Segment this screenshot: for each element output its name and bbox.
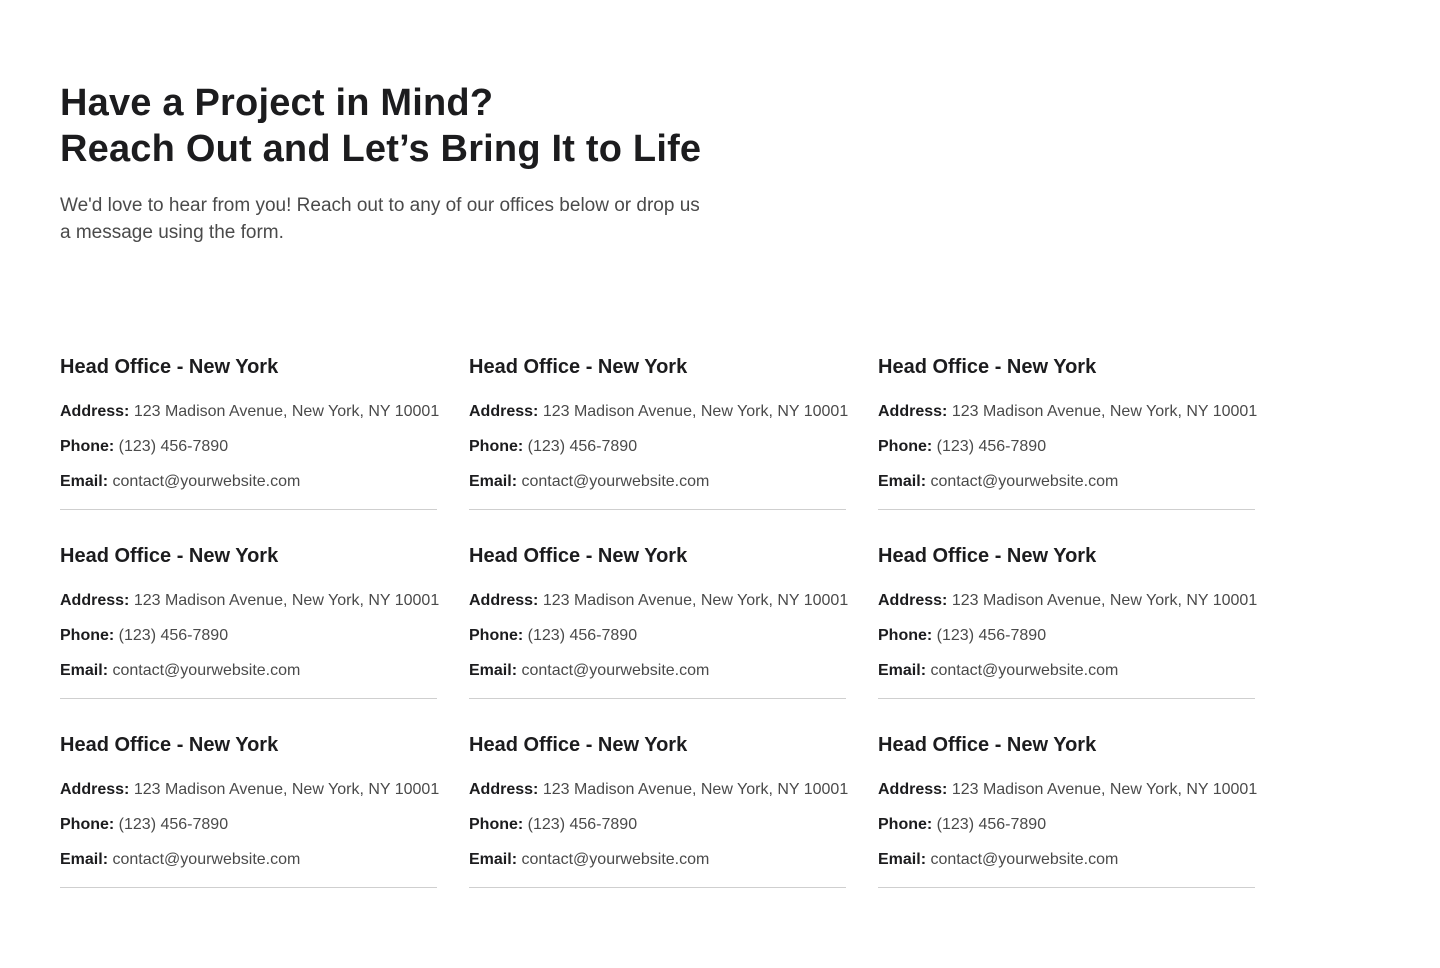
phone-value[interactable]: (123) 456-7890 bbox=[936, 438, 1047, 455]
office-title: Head Office - New York bbox=[469, 734, 688, 756]
address-value: 123 Madison Avenue, New York, NY 10001 bbox=[951, 781, 1258, 798]
phone-label: Phone: bbox=[469, 627, 524, 644]
address-label: Address: bbox=[878, 592, 948, 609]
office-phone bbox=[60, 815, 437, 835]
phone-label: Phone: bbox=[60, 438, 115, 455]
office-address bbox=[878, 780, 1258, 800]
email-value[interactable]: contact@yourwebsite.com bbox=[930, 851, 1119, 868]
office-address bbox=[60, 780, 440, 800]
office-divider bbox=[878, 698, 1255, 699]
address-label: Address: bbox=[60, 403, 130, 420]
office-phone bbox=[469, 815, 846, 835]
email-value[interactable]: contact@yourwebsite.com bbox=[930, 662, 1119, 679]
address-value: 123 Madison Avenue, New York, NY 10001 bbox=[951, 592, 1258, 609]
email-label: Email: bbox=[469, 851, 518, 868]
phone-label: Phone: bbox=[469, 438, 524, 455]
office-phone bbox=[60, 626, 437, 646]
office-card bbox=[60, 730, 440, 919]
email-value[interactable]: contact@yourwebsite.com bbox=[930, 473, 1119, 490]
page-title-line-1: Have a Project in Mind? bbox=[60, 82, 494, 124]
office-card bbox=[878, 730, 1258, 919]
email-value[interactable]: contact@yourwebsite.com bbox=[521, 662, 710, 679]
email-value[interactable]: contact@yourwebsite.com bbox=[112, 662, 301, 679]
address-value: 123 Madison Avenue, New York, NY 10001 bbox=[542, 592, 849, 609]
address-value: 123 Madison Avenue, New York, NY 10001 bbox=[133, 592, 440, 609]
email-label: Email: bbox=[60, 473, 109, 490]
office-title: Head Office - New York bbox=[878, 356, 1097, 378]
phone-label: Phone: bbox=[60, 816, 115, 833]
address-value: 123 Madison Avenue, New York, NY 10001 bbox=[542, 781, 849, 798]
office-address bbox=[60, 402, 440, 422]
contact-hero bbox=[60, 80, 760, 246]
office-email bbox=[469, 661, 846, 681]
office-email bbox=[878, 661, 1255, 681]
office-card bbox=[469, 541, 849, 730]
office-card bbox=[878, 352, 1258, 541]
office-title: Head Office - New York bbox=[60, 356, 279, 378]
office-phone bbox=[469, 437, 846, 457]
office-address bbox=[878, 591, 1258, 611]
phone-value[interactable]: (123) 456-7890 bbox=[527, 816, 638, 833]
address-value: 123 Madison Avenue, New York, NY 10001 bbox=[133, 403, 440, 420]
email-label: Email: bbox=[878, 662, 927, 679]
address-value: 123 Madison Avenue, New York, NY 10001 bbox=[542, 403, 849, 420]
office-card bbox=[60, 541, 440, 730]
office-card bbox=[60, 352, 440, 541]
office-email bbox=[60, 472, 437, 492]
office-email bbox=[469, 472, 846, 492]
page-title bbox=[60, 80, 760, 172]
office-title: Head Office - New York bbox=[469, 356, 688, 378]
offices-grid bbox=[60, 352, 1258, 919]
email-value[interactable]: contact@yourwebsite.com bbox=[521, 473, 710, 490]
address-label: Address: bbox=[878, 781, 948, 798]
office-divider bbox=[878, 509, 1255, 510]
phone-label: Phone: bbox=[878, 438, 933, 455]
office-divider bbox=[469, 698, 846, 699]
email-label: Email: bbox=[878, 851, 927, 868]
office-card bbox=[469, 352, 849, 541]
office-card bbox=[878, 541, 1258, 730]
office-phone bbox=[878, 626, 1255, 646]
office-phone bbox=[878, 815, 1255, 835]
page-title-line-2: Reach Out and Let’s Bring It to Life bbox=[60, 128, 702, 170]
office-title: Head Office - New York bbox=[60, 734, 279, 756]
email-label: Email: bbox=[60, 662, 109, 679]
page-subtitle: We'd love to hear from you! Reach out to any of our offices below or drop us a message using the form. bbox=[60, 195, 700, 243]
office-address bbox=[469, 402, 849, 422]
office-title: Head Office - New York bbox=[60, 545, 279, 567]
email-label: Email: bbox=[469, 473, 518, 490]
office-title: Head Office - New York bbox=[469, 545, 688, 567]
office-divider bbox=[60, 698, 437, 699]
email-value[interactable]: contact@yourwebsite.com bbox=[112, 473, 301, 490]
phone-label: Phone: bbox=[60, 627, 115, 644]
email-label: Email: bbox=[469, 662, 518, 679]
office-address bbox=[878, 402, 1258, 422]
office-title: Head Office - New York bbox=[878, 734, 1097, 756]
phone-value[interactable]: (123) 456-7890 bbox=[936, 627, 1047, 644]
office-address bbox=[469, 591, 849, 611]
office-email bbox=[60, 661, 437, 681]
office-divider bbox=[878, 887, 1255, 888]
address-label: Address: bbox=[60, 592, 130, 609]
address-label: Address: bbox=[469, 781, 539, 798]
email-value[interactable]: contact@yourwebsite.com bbox=[112, 851, 301, 868]
phone-value[interactable]: (123) 456-7890 bbox=[527, 627, 638, 644]
phone-label: Phone: bbox=[878, 627, 933, 644]
office-phone bbox=[60, 437, 437, 457]
address-label: Address: bbox=[469, 403, 539, 420]
email-label: Email: bbox=[878, 473, 927, 490]
office-email bbox=[878, 472, 1255, 492]
office-phone bbox=[878, 437, 1255, 457]
office-address bbox=[60, 591, 440, 611]
office-address bbox=[469, 780, 849, 800]
office-divider bbox=[469, 509, 846, 510]
address-value: 123 Madison Avenue, New York, NY 10001 bbox=[133, 781, 440, 798]
office-divider bbox=[469, 887, 846, 888]
office-title: Head Office - New York bbox=[878, 545, 1097, 567]
phone-value[interactable]: (123) 456-7890 bbox=[118, 627, 229, 644]
phone-value[interactable]: (123) 456-7890 bbox=[527, 438, 638, 455]
phone-value[interactable]: (123) 456-7890 bbox=[118, 816, 229, 833]
office-divider bbox=[60, 509, 437, 510]
office-email bbox=[878, 850, 1255, 870]
phone-label: Phone: bbox=[878, 816, 933, 833]
office-divider bbox=[60, 887, 437, 888]
address-label: Address: bbox=[878, 403, 948, 420]
address-value: 123 Madison Avenue, New York, NY 10001 bbox=[951, 403, 1258, 420]
address-label: Address: bbox=[469, 592, 539, 609]
phone-value[interactable]: (123) 456-7890 bbox=[936, 816, 1047, 833]
office-card bbox=[469, 730, 849, 919]
email-value[interactable]: contact@yourwebsite.com bbox=[521, 851, 710, 868]
office-email bbox=[60, 850, 437, 870]
email-label: Email: bbox=[60, 851, 109, 868]
phone-value[interactable]: (123) 456-7890 bbox=[118, 438, 229, 455]
office-phone bbox=[469, 626, 846, 646]
office-email bbox=[469, 850, 846, 870]
address-label: Address: bbox=[60, 781, 130, 798]
phone-label: Phone: bbox=[469, 816, 524, 833]
